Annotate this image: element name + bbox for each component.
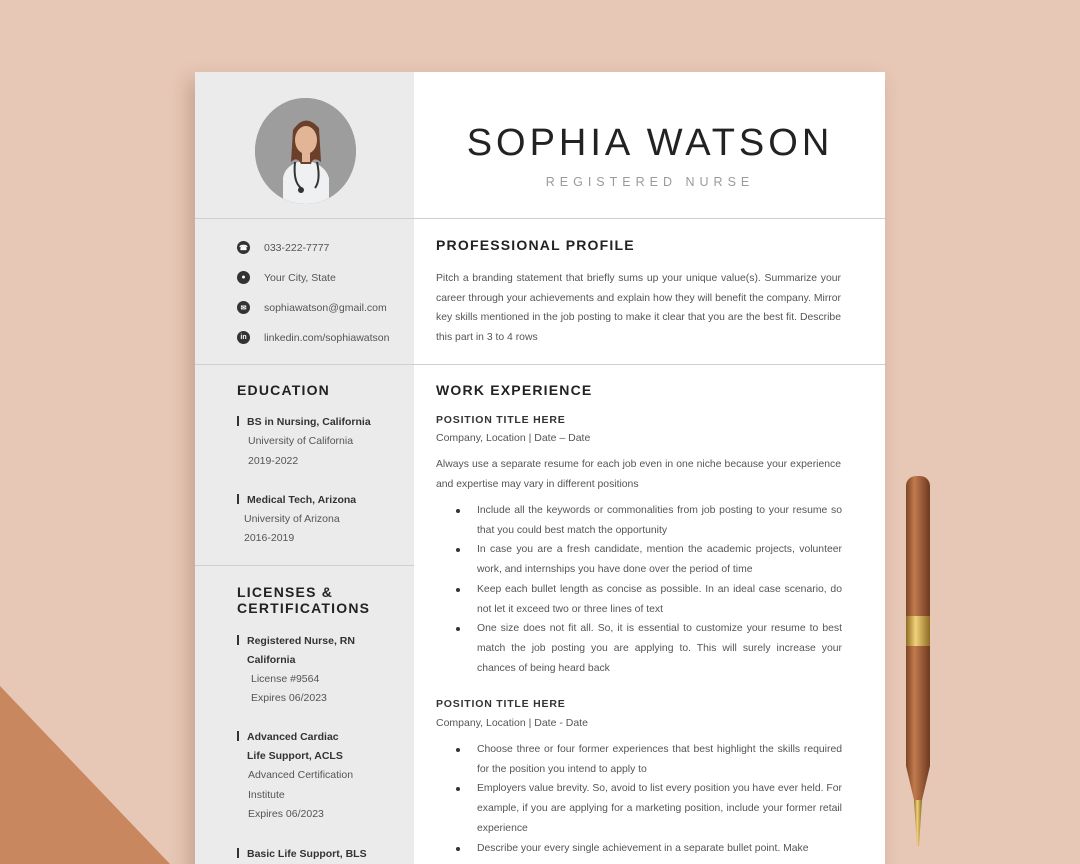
license-1-number: License #9564 [251,673,320,685]
license-3-title: Basic Life Support, BLS [237,848,367,860]
bullet-bar [237,731,239,741]
position-1-meta: Company, Location | Date – Date [436,432,591,444]
license-1-title: Registered Nurse, RN [237,635,355,647]
license-1-expiry: Expires 06/2023 [251,692,327,704]
list-item: Keep each bullet length as concise as possible. In an ideal case scenario, do not let it exceed two or three lines of text [477,580,842,619]
contact-phone-text: 033-222-7777 [264,241,330,254]
resume-page [195,72,885,864]
linkedin-icon: in [237,331,250,344]
position-1-title: POSITION TITLE HERE [436,414,566,426]
email-icon: ✉ [237,301,250,314]
contact-location [237,271,336,284]
list-item: Choose three or four former experiences that best highlight the skills required for the position you intend to apply to [477,740,842,779]
contact-email [237,301,387,314]
education-heading: EDUCATION [237,382,330,398]
position-1-intro: Always use a separate resume for each job even in one niche because your experience and expertise may vary in different positions [436,459,841,490]
bullet-bar [237,494,239,504]
bullet-bar [237,848,239,858]
contact-email-text: sophiawatson@gmail.com [264,301,387,314]
license-1-title-line2: California [247,654,296,666]
location-pin-icon: ● [237,271,250,284]
position-2-bullets [477,740,842,858]
position-2-title: POSITION TITLE HERE [436,698,566,710]
position-1-bullets [477,501,842,678]
bullet-bar [237,416,239,426]
work-heading: WORK EXPERIENCE [436,382,593,398]
contact-linkedin [237,331,390,344]
licenses-heading-line2: CERTIFICATIONS [237,600,371,616]
education-degree-1: BS in Nursing, California [237,416,371,428]
resume-job-title: REGISTERED NURSE [545,175,755,189]
contact-linkedin-text: linkedin.com/sophiawatson [264,331,390,344]
education-years-1: 2019-2022 [248,455,299,467]
license-2-issuer-line2: Institute [248,789,285,801]
contact-phone [237,241,329,254]
profile-heading: PROFESSIONAL PROFILE [436,237,635,253]
license-2-expiry: Expires 06/2023 [248,808,324,820]
header-divider [195,218,885,219]
education-divider [195,565,414,566]
bullet-bar [237,635,239,645]
list-item: In case you are a fresh candidate, mention the academic projects, volunteer work, and internships you have done over the period of time [477,540,842,579]
license-2-title-line2: Life Support, ACLS [247,750,343,762]
profile-divider [195,364,885,365]
phone-icon: ☎ [237,241,250,254]
education-school-1: University of California [248,435,354,447]
list-item: Include all the keywords or commonalities from job posting to your resume so that you could best match the opportunity [477,501,842,540]
pen-image [898,470,938,860]
education-degree-2: Medical Tech, Arizona [237,494,356,506]
education-years-2: 2016-2019 [244,532,295,544]
position-2-meta: Company, Location | Date - Date [436,717,588,729]
license-2-title: Advanced Cardiac [237,731,339,743]
license-2-issuer: Advanced Certification [248,769,354,781]
list-item: Employers value brevity. So, avoid to list every position you have ever held. For example, if you are applying for a marketing position, include your former retail experience [477,779,842,838]
list-item: Describe your every single achievement in a separate bullet point. Make [477,839,842,859]
contact-location-text: Your City, State [264,271,336,284]
education-school-2: University of Arizona [244,513,340,525]
profile-photo [255,98,356,204]
resume-name: SOPHIA WATSON [466,122,834,164]
licenses-heading-line1: LICENSES & [237,584,334,600]
profile-text: Pitch a branding statement that briefly sums up your unique value(s). Summarize your career through your achievements and explain how they will benefit the company. Mirror key skills mentioned in the job posting to make it clear that you are the best fit. Describe this part in 3 to 4 rows [436,273,841,344]
list-item: One size does not fit all. So, it is essential to customize your resume to best match the job posting you are applying to. This will surely increase your chances of being heard back [477,619,842,678]
